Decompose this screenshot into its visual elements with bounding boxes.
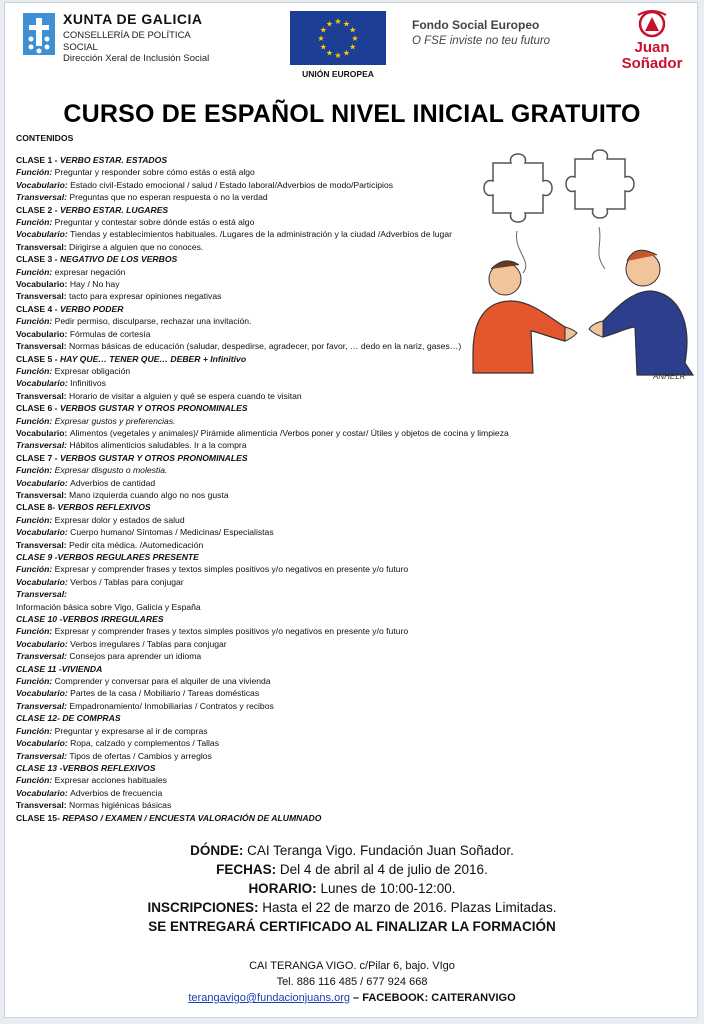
eu-star-icon: ★: [334, 51, 342, 60]
svg-text:ANHELR: ANHELR: [653, 372, 686, 381]
handshake-puzzle-illustration: [453, 141, 698, 385]
eu-star-icon: ★: [325, 48, 334, 58]
info-schedule: [5, 879, 698, 898]
lesson-line: [16, 750, 556, 762]
course-info: [5, 841, 698, 936]
lesson-text: Fórmulas de cortesía: [69, 328, 151, 339]
eu-star-icon: ★: [349, 42, 357, 52]
eu-logo: [290, 11, 386, 79]
lesson-text: VERBOS IRREGULARES: [62, 614, 164, 625]
eu-label: UNIÓN EUROPEA: [302, 69, 374, 79]
lesson-text: VERBOS REFLEXIVOS: [62, 762, 156, 773]
lesson-label: Transversal:: [16, 539, 70, 550]
lesson-label: Función:: [16, 266, 55, 277]
eu-star-icon: ★: [317, 34, 325, 43]
lesson-text: Ropa, calzado y complementos / Tallas: [70, 738, 220, 749]
info-location: [5, 841, 698, 860]
lesson-label: CLASE 5 -: [16, 353, 60, 364]
lesson-label: CLASE 1 -: [16, 155, 60, 165]
lesson-label: Función:: [16, 564, 55, 575]
lesson-label: Transversal:: [16, 341, 70, 352]
lesson-label: Vocabulario:: [16, 477, 71, 488]
lesson-text: Horario de visitar a alguien y qué se espera cuando te visitan: [69, 390, 302, 401]
lesson-text: expresar negación: [54, 266, 126, 277]
lesson-line: [16, 812, 556, 824]
lesson-line: [16, 650, 556, 662]
lesson-text: Preguntar y responder sobre cómo estás o está algo: [54, 167, 255, 178]
eu-star-icon: ★: [334, 17, 342, 26]
lesson-text: Alimentos (vegetales y animales)/ Pirámide alimenticia /Verbos poner y costar/ Útiles y objetos de cocina y limpieza: [69, 427, 509, 438]
lesson-line: [16, 452, 556, 464]
lesson-label: Función:: [16, 415, 55, 426]
lesson-label: Transversal:: [16, 700, 70, 711]
lesson-line: [16, 514, 556, 526]
eu-star-icon: ★: [349, 25, 357, 35]
registration-value: Hasta el 22 de marzo de 2016. Plazas Limitadas.: [258, 900, 557, 915]
xunta-sub-line: CONSELLERÍA DE POLÍTICA: [63, 30, 191, 41]
lesson-line: [16, 402, 556, 414]
lesson-label: Vocabulario:: [16, 738, 71, 749]
location-label: DÓNDE:: [190, 843, 244, 858]
lesson-text: VERBOS REGULARES PRESENTE: [57, 552, 199, 562]
xunta-department: [63, 30, 253, 65]
lesson-label: CLASE 10 -: [16, 614, 63, 625]
lesson-line: [16, 477, 556, 489]
lesson-text: Normas higiénicas básicas: [69, 800, 172, 811]
juan-sonador-logo: [613, 9, 691, 79]
lesson-text: Información básica sobre Vigo, Galicia y España: [16, 601, 201, 612]
lesson-text: Expresar obligación: [54, 365, 131, 376]
lesson-text: Expresar disgusto o molestia.: [54, 465, 168, 476]
lesson-label: Función:: [16, 676, 55, 687]
lesson-label: Función:: [16, 514, 55, 525]
lesson-label: Vocabulario:: [16, 328, 70, 339]
puzzle-piece-right: [566, 150, 634, 218]
lesson-label: Vocabulario:: [16, 378, 71, 389]
lesson-text: Expresar y comprender frases y textos simples positivos y/o negativos en presente y/o futuro: [54, 564, 409, 575]
lesson-text: Partes de la casa / Mobiliario / Tareas domésticas: [70, 688, 260, 699]
lesson-label: Transversal:: [16, 750, 70, 761]
location-value: CAI Teranga Vigo. Fundación Juan Soñador.: [243, 843, 514, 858]
lesson-label: CLASE 2 -: [16, 204, 60, 215]
lesson-text: Pedir permiso, disculparse, rechazar una invitación.: [54, 316, 252, 327]
lesson-text: Consejos para aprender un idioma: [69, 651, 202, 662]
lesson-line: [16, 725, 556, 737]
lesson-text: tacto para expresar opiniones negativas: [69, 291, 222, 302]
lesson-line: [16, 526, 556, 538]
lesson-label: Transversal:: [16, 291, 70, 302]
lesson-label: CLASE 6 -: [16, 403, 60, 414]
eu-star-icon: ★: [319, 42, 327, 52]
lesson-line: [16, 588, 556, 600]
lesson-line: [16, 489, 556, 501]
juan-sonador-line2: Soñador: [621, 55, 683, 72]
juan-sonador-line1: Juan: [634, 39, 670, 56]
lesson-label: Vocabulario:: [16, 527, 71, 538]
lesson-text: Adverbios de cantidad: [70, 477, 156, 488]
lesson-line: [16, 563, 556, 575]
eu-star-icon: ★: [319, 25, 327, 35]
lesson-label: Vocabulario:: [16, 576, 71, 587]
left-person-body: [473, 301, 565, 373]
lesson-text: Infinitivos: [70, 378, 106, 389]
lesson-label: CLASE 11 -: [16, 663, 62, 674]
lesson-line: [16, 415, 556, 427]
lesson-line: [16, 551, 556, 563]
lesson-text: VERBOS REFLEXIVOS: [57, 502, 151, 513]
lesson-text: HAY QUE… TENER QUE… DEBER + Infinitivo: [59, 353, 247, 364]
lesson-text: Dirigirse a alguien que no conoces.: [69, 241, 204, 252]
lesson-label: Transversal:: [16, 651, 70, 662]
lesson-label: Vocabulario:: [16, 638, 71, 649]
lesson-text: Expresar acciones habituales: [54, 775, 167, 786]
lesson-label: Transversal:: [16, 800, 70, 811]
eu-star-icon: ★: [325, 19, 334, 29]
contents-heading: CONTENIDOS: [16, 133, 74, 143]
lesson-line: [16, 501, 556, 513]
lesson-text: Expresar y comprender frases y textos simples positivos y/o negativos en presente y/o futuro: [54, 626, 409, 637]
lesson-label: Función:: [16, 775, 55, 786]
lesson-text: Preguntas que no esperan respuesta o no la verdad: [69, 192, 268, 203]
fse-block: [412, 18, 602, 47]
lesson-label: Función:: [16, 626, 55, 637]
certificate-notice: SE ENTREGARÁ CERTIFICADO AL FINALIZAR LA FORMACIÓN: [148, 919, 556, 934]
lesson-line: [16, 439, 556, 451]
lesson-line: [16, 601, 556, 613]
lesson-text: Mano izquierda cuando algo no nos gusta: [69, 489, 229, 500]
dates-value: Del 4 de abril al 4 de julio de 2016.: [276, 862, 488, 877]
fse-motto: O FSE inviste no teu futuro: [412, 35, 551, 47]
right-person-body: [603, 291, 693, 375]
contact-phone: Tel. 886 116 485 / 677 924 668: [276, 976, 428, 988]
lesson-text: Preguntar y expresarse al ir de compras: [54, 725, 208, 736]
xunta-emblem-icon: [23, 13, 55, 55]
eu-star-icon: ★: [342, 19, 351, 29]
fse-title: Fondo Social Europeo: [412, 18, 540, 32]
lesson-line: [16, 799, 556, 811]
contact-block: [5, 958, 698, 1006]
lesson-text: Expresar gustos y preferencias.: [54, 415, 176, 426]
lesson-text: Normas básicas de educación (saludar, despedirse, agradecer, por favor, … dedo en la nariz, gases…): [69, 341, 462, 352]
lesson-line: [16, 427, 556, 439]
lesson-label: Función:: [16, 167, 55, 178]
lesson-line: [16, 625, 556, 637]
xunta-sub-line: SOCIAL: [63, 41, 98, 53]
facebook-label: – FACEBOOK: CAITERANVIGO: [350, 992, 516, 1004]
course-title: CURSO DE ESPAÑOL NIVEL INICIAL GRATUITO: [63, 99, 641, 128]
lesson-line: [16, 638, 556, 650]
juan-sonador-emblem-icon: [632, 9, 672, 39]
lesson-text: Expresar dolor y estados de salud: [54, 514, 185, 525]
flyer-page: [4, 2, 698, 1018]
lesson-text: Hábitos alimenticios saludables. Ir a la compra: [69, 440, 247, 451]
lesson-line: [16, 787, 556, 799]
lesson-label: Vocabulario:: [16, 787, 71, 798]
lesson-label: Transversal:: [16, 489, 70, 500]
lesson-text: Verbos irregulares / Tablas para conjugar: [70, 638, 227, 649]
lesson-line: [16, 539, 556, 551]
lesson-line: [16, 613, 556, 625]
lesson-text: REPASO / EXAMEN / ENCUESTA VALORACIÓN DE ALUMNADO: [62, 812, 322, 823]
lesson-label: Vocabulario:: [16, 229, 71, 240]
xunta-name: XUNTA DE GALICIA: [63, 11, 203, 27]
lesson-text: VERBOS GUSTAR Y OTROS PRONOMINALES: [59, 452, 248, 463]
dates-label: FECHAS:: [216, 862, 277, 877]
lesson-line: [16, 774, 556, 786]
lesson-label: CLASE 4 -: [16, 303, 60, 314]
lesson-text: Verbos / Tablas para conjugar: [70, 576, 184, 587]
eu-star-icon: ★: [351, 34, 359, 43]
lesson-line: [16, 700, 556, 712]
lesson-line: [16, 687, 556, 699]
lesson-line: [16, 390, 556, 402]
lesson-line: [16, 675, 556, 687]
lesson-label: Transversal:: [16, 589, 67, 600]
lesson-text: Comprender y conversar para el alquiler de una vivienda: [54, 676, 271, 687]
contact-address: CAI TERANGA VIGO. c/Pilar 6, bajo. VIgo: [249, 960, 455, 972]
schedule-value: Lunes de 10:00-12:00.: [316, 881, 456, 896]
lesson-text: Pedir cita médica. /Automedicación: [69, 539, 204, 550]
lesson-label: CLASE 13 -: [16, 762, 63, 773]
lesson-text: Estado civil-Estado emocional / salud / Estado laboral/Adverbios de modo/Participios: [70, 179, 394, 190]
lesson-text: Preguntar y contestar sobre dónde estás o está algo: [54, 217, 255, 228]
info-registration: [5, 898, 698, 917]
lesson-label: CLASE 7 -: [16, 452, 60, 463]
lesson-label: Vocabulario:: [16, 427, 70, 438]
lesson-line: [16, 663, 556, 675]
illustration-signature: [653, 369, 693, 381]
xunta-logo: [23, 11, 253, 73]
lesson-label: Función:: [16, 365, 55, 376]
lesson-label: CLASE 3 -: [16, 254, 60, 265]
eu-flag-icon: [290, 11, 386, 65]
lesson-line: [16, 712, 556, 724]
lesson-label: CLASE 15-: [16, 812, 63, 823]
lesson-label: Transversal:: [16, 390, 70, 401]
lesson-text: Empadronamiento/ Inmobiliarias / Contratos y recibos: [69, 700, 274, 711]
lesson-label: CLASE 8-: [16, 502, 58, 513]
lesson-label: Vocabulario:: [16, 179, 71, 190]
lesson-text: NEGATIVO DE LOS VERBOS: [59, 254, 178, 265]
lesson-label: Vocabulario:: [16, 688, 71, 699]
lesson-label: Transversal:: [16, 241, 70, 252]
lesson-text: Adverbios de frecuencia: [70, 787, 163, 798]
lesson-label: Vocabulario:: [16, 279, 70, 290]
lesson-text: Tipos de ofertas / Cambios y arreglos: [69, 750, 212, 761]
schedule-label: HORARIO:: [248, 881, 317, 896]
lesson-text: VERBO PODER: [59, 303, 124, 314]
lesson-label: Función:: [16, 725, 55, 736]
lesson-text: VIVIENDA: [61, 663, 103, 674]
lesson-text: Tiendas y establecimientos habituales. /Lugares de la administración y la ciudad /Adverbios de lugar: [70, 229, 452, 240]
puzzle-piece-left: [484, 154, 552, 222]
lesson-line: [16, 737, 556, 749]
lesson-label: Transversal:: [16, 440, 70, 451]
lesson-text: Cuerpo humano/ Síntomas / Medicinas/ Especialistas: [70, 527, 274, 538]
eu-star-icon: ★: [342, 48, 351, 58]
lesson-text: Hay / No hay: [69, 279, 120, 290]
lesson-label: Función:: [16, 217, 55, 228]
lesson-text: VERBOS GUSTAR Y OTROS PRONOMINALES: [59, 403, 248, 414]
email-link[interactable]: terangavigo@fundacionjuans.org: [188, 992, 350, 1004]
lesson-label: Transversal:: [16, 192, 70, 203]
contact-email-facebook: [5, 990, 698, 1006]
registration-label: INSCRIPCIONES:: [147, 900, 259, 915]
lesson-line: [16, 576, 556, 588]
lesson-line: [16, 762, 556, 774]
lesson-text: DE COMPRAS: [62, 713, 121, 724]
lesson-label: Función:: [16, 465, 55, 476]
lesson-line: [16, 464, 556, 476]
lesson-label: CLASE 12-: [16, 713, 63, 724]
info-dates: [5, 860, 698, 879]
xunta-sub-line: Dirección Xeral de Inclusión Social: [63, 53, 210, 64]
lesson-label: Función:: [16, 316, 55, 327]
lesson-text: VERBO ESTAR. LUGARES: [59, 204, 169, 215]
lesson-text: VERBO ESTAR. ESTADOS: [59, 155, 168, 165]
lesson-label: CLASE 9 -: [16, 552, 58, 562]
